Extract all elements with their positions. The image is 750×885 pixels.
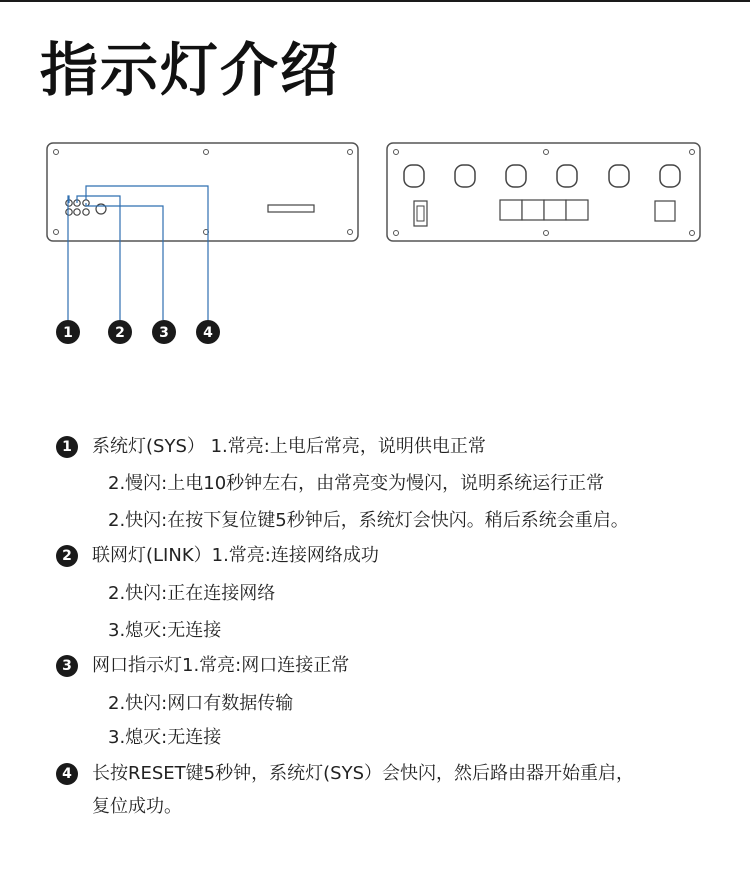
legend-1-line-1: 系统灯(SYS） 1.常亮:上电后常亮，说明供电正常 — [92, 436, 486, 457]
legend-badge-1: 1 — [56, 436, 78, 458]
legend-badge-2: 2 — [56, 545, 78, 567]
callout-2: 2 — [115, 325, 125, 341]
legend-1-line-3: 2.快闪:在按下复位键5秒钟后，系统灯会快闪。稍后系统会重启。 — [108, 510, 629, 531]
legend-3-line-1: 网口指示灯1.常亮:网口连接正常 — [92, 655, 350, 676]
legend-badge-4: 4 — [56, 763, 78, 785]
legend-3-line-3: 3.熄灭:无连接 — [108, 727, 222, 748]
router-panel-diagram — [0, 130, 750, 355]
page-title: 指示灯介绍 — [40, 36, 341, 104]
legend-2-line-2: 2.快闪:正在连接网络 — [108, 583, 276, 604]
callout-4: 4 — [203, 325, 213, 341]
front-panel — [47, 143, 358, 320]
legend-4-line-1: 长按RESET键5秒钟，系统灯(SYS）会快闪，然后路由器开始重启， — [92, 763, 634, 784]
top-rule — [0, 0, 750, 2]
callout-3: 3 — [159, 325, 169, 341]
legend-2-line-3: 3.熄灭:无连接 — [108, 620, 222, 641]
legend-2-line-1: 联网灯(LINK）1.常亮:连接网络成功 — [92, 545, 379, 566]
ethernet-ports — [500, 200, 588, 220]
callout-1: 1 — [63, 325, 73, 341]
legend-badge-3: 3 — [56, 655, 78, 677]
rear-panel — [387, 143, 700, 241]
callout-badges — [56, 320, 220, 344]
usb-slot — [268, 205, 314, 212]
legend-3-line-2: 2.快闪:网口有数据传输 — [108, 693, 294, 714]
legend-1-line-2: 2.慢闪:上电10秒钟左右，由常亮变为慢闪，说明系统运行正常 — [108, 473, 605, 494]
legend-4-line-2: 复位成功。 — [92, 796, 182, 817]
power-switch — [414, 201, 427, 226]
power-jack — [655, 201, 675, 221]
